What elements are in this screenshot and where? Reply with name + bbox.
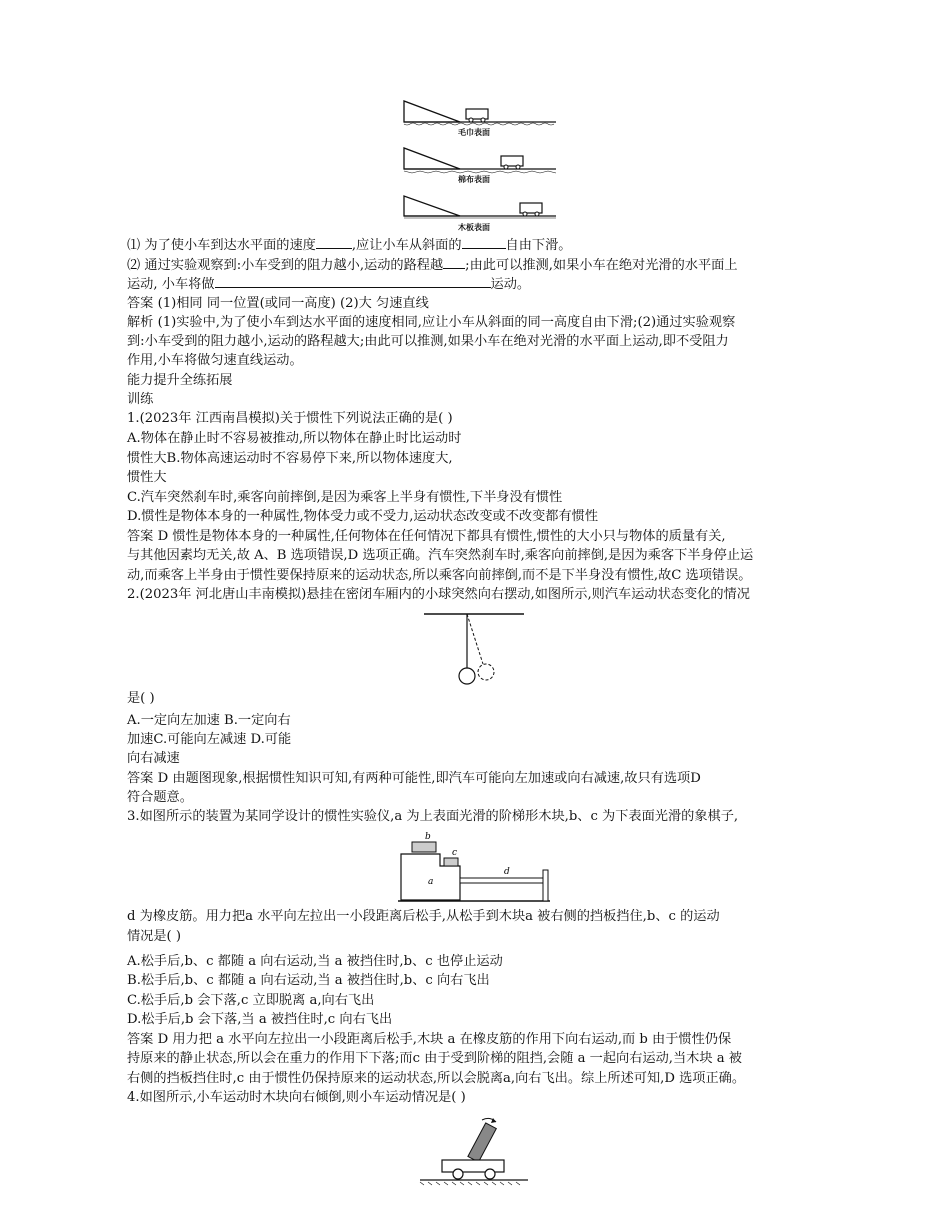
q2-line-a: A.一定向左加速 B.一定向右 (127, 713, 291, 728)
q1-option-c: C.汽车突然刹车时,乘客向前摔倒,是因为乘客上半身有惯性,下半身没有惯性 (127, 490, 563, 505)
cart-body (442, 1160, 504, 1172)
q3-option-c: C.松手后,b 会下落,c 立即脱离 a,向右飞出 (127, 993, 375, 1008)
q1-answer-2: 与其他因素均无关,故 A、B 选项错误,D 选项正确。汽车突然刹车时,乘客向前摔倒,是因为乘客下半身停止运 (127, 548, 754, 563)
q-prev-analysis-2: 到:小车受到的阻力越小,运动的路程越大;由此可以推测,如果小车在绝对光滑的水平面上运动,即不受阻力 (127, 334, 729, 349)
q4-stem: 4.如图所示,小车运动时木块向右倾倒,则小车运动情况是( ) (127, 1090, 466, 1105)
q1-line-b: 惯性大B.物体高速运动时不容易停下来,所以物体速度大, (127, 451, 453, 466)
label-a: a (428, 877, 434, 887)
q1-line-c: 惯性大 (127, 470, 167, 485)
q2-stem: 2.(2023年 河北唐山丰南模拟)悬挂在密闭车厢内的小球突然向右摆动,如图所示,则汽车运动状态变化的情况 (127, 587, 750, 602)
cotton-surface-setup (404, 148, 556, 184)
q-prev-part1: ⑴ 为了使小车到达水平面的速度 ,应让小车从斜面的 自由下滑。 (127, 238, 572, 253)
q2-answer-2: 符合题意。 (127, 790, 193, 805)
q2-line-c: 向右减速 (127, 751, 180, 766)
q2-answer-1: 答案 D 由题图现象,根据惯性知识可知,有两种可能性,即汽车可能向左加速或向右减速,故只有选项D (127, 771, 701, 786)
q1-option-d: D.惯性是物体本身的一种属性,物体受力或不受力,运动状态改变或不改变都有惯性 (127, 509, 599, 524)
swung-ball-dashed (478, 664, 494, 680)
q2-line-b: 加速C.可能向左减速 D.可能 (127, 732, 292, 747)
wood-caption: 木板表面 (458, 223, 490, 232)
cotton-caption: 棉布表面 (458, 175, 490, 184)
tilting-block-cart-figure (418, 1114, 530, 1186)
q2-stem-end: 是( ) (127, 691, 155, 706)
q1-stem: 1.(2023年 江西南昌模拟)关于惯性下列说法正确的是( ) (127, 411, 453, 426)
q3-stem-2: d 为橡皮筋。用力把a 水平向左拉出一小段距离后松手,从松手到木块a 被右侧的挡板挡住,b、c 的运动 (127, 909, 720, 924)
q3-answer-2: 持原来的静止状态,所以会在重力的作用下下落;而c 由于受到阶梯的阻挡,会随 a 一起向右运动,当木块 a 被 (127, 1051, 742, 1066)
label-d: d (504, 867, 510, 877)
pendulum-figure (422, 610, 526, 688)
q3-option-a: A.松手后,b、c 都随 a 向右运动,当 a 被挡住时,b、c 也停止运动 (127, 954, 503, 969)
piece-b (412, 842, 436, 852)
q1-line-a: A.物体在静止时不容易被推动,所以物体在静止时比运动时 (127, 431, 462, 446)
q1-answer-1: 答案 D 惯性是物体本身的一种属性,任何物体在任何情况下都具有惯性,惯性的大小只与物体的质量有关, (127, 529, 726, 544)
cart-wheel-right (485, 1169, 495, 1179)
stop-plate (543, 870, 548, 901)
q-prev-answer: 答案 (1)相同 同一位置(或同一高度) (2)大 匀速直线 (127, 296, 429, 311)
cart-wheel-left (453, 1169, 463, 1179)
ball-shape (459, 668, 475, 684)
inertia-apparatus-figure (396, 828, 552, 906)
section-subtitle: 训练 (127, 392, 154, 407)
towel-surface-setup (404, 101, 556, 137)
q3-stem: 3.如图所示的装置为某同学设计的惯性实验仪,a 为上表面光滑的阶梯形木块,b、c 为下表面光滑的象棋子, (127, 809, 739, 824)
q-prev-analysis-1: 解析 (1)实验中,为了使小车到达水平面的速度相同,应让小车从斜面的同一高度自由下滑;(2)通过实验观察 (127, 315, 736, 330)
q-prev-analysis-3: 作用,小车将做匀速直线运动。 (127, 353, 303, 368)
towel-caption: 毛巾表面 (458, 128, 490, 137)
q3-stem-3: 情况是( ) (127, 929, 182, 944)
wood-surface-setup (404, 196, 556, 232)
q3-option-d: D.松手后,b 会下落,当 a 被挡住时,c 向右飞出 (127, 1012, 393, 1027)
swung-string-dashed (467, 614, 483, 664)
piece-c (444, 858, 458, 866)
q3-answer-3: 右侧的挡板挡住时,c 由于惯性仍保持原来的运动状态,所以会脱离a,向右飞出。综上所述可知,D 选项正确。 (127, 1071, 746, 1086)
ground-hatch (420, 1182, 520, 1185)
label-c: c (452, 848, 458, 858)
rubber-band-d (460, 878, 544, 883)
q-prev-part2-line1: ⑵ 通过实验观察到:小车受到的阻力越小,运动的路程越 ;由此可以推测,如果小车在绝对光滑的水平面上 (127, 258, 738, 273)
section-title: 能力提升全练拓展 (127, 373, 233, 388)
q3-option-b: B.松手后,b、c 都随 a 向右运动,当 a 被挡住时,b、c 向右飞出 (127, 973, 490, 988)
q1-answer-3: 动,而乘客上半身由于惯性要保持原来的运动状态,所以乘客向前摔倒,而不是下半身没有惯性,故C 选项错误。 (127, 568, 752, 583)
q-prev-part2-line2: 运动, 小车将做 运动。 (127, 277, 531, 292)
label-b: b (425, 832, 431, 842)
q3-answer-1: 答案 D 用力把 a 水平向左拉出一小段距离后松手,木块 a 在橡皮筋的作用下向右运动,而 b 由于惯性仍保 (127, 1032, 732, 1047)
tilting-block (468, 1123, 496, 1162)
incline-experiment-figure (398, 96, 563, 236)
